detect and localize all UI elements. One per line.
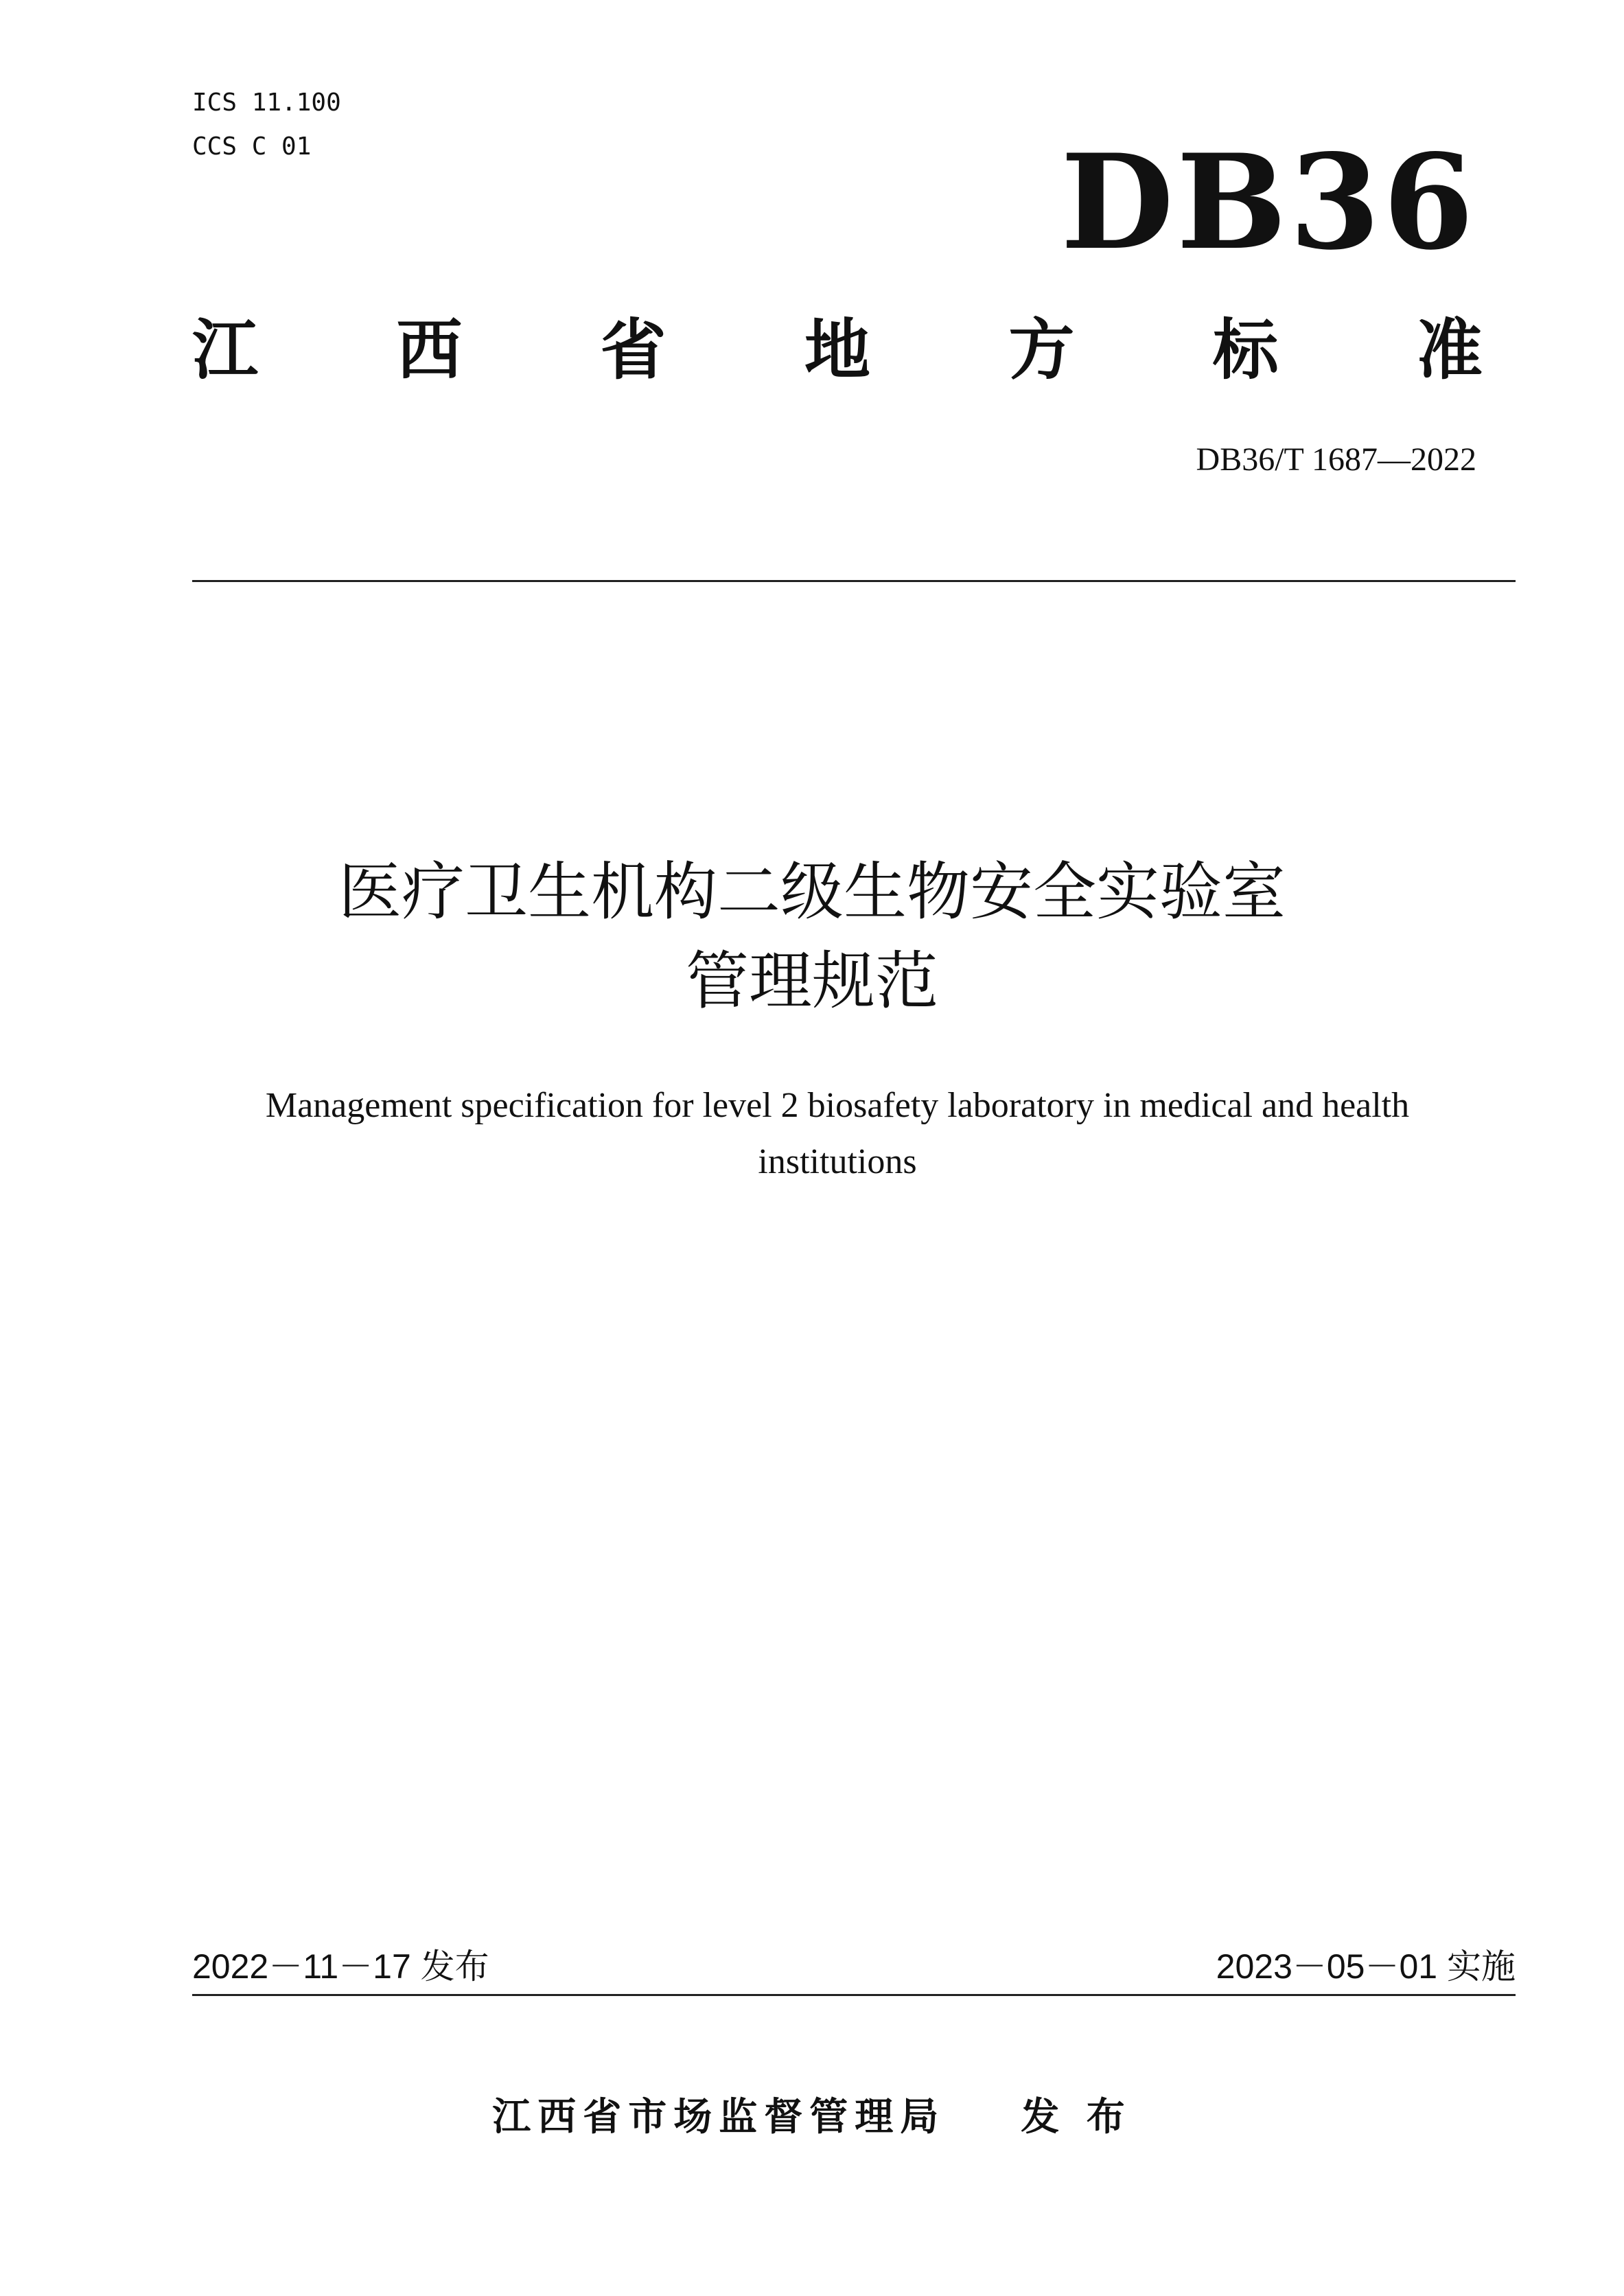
standard-type-char: 西 <box>396 312 463 389</box>
issue-date: 2022－11－17 发布 <box>192 1947 489 1986</box>
header-divider <box>192 580 1516 582</box>
title-cn-line-1: 医疗卫生机构二级生物安全实验室 <box>338 855 1286 929</box>
standard-number: DB36/T 1687—2022 <box>1196 441 1476 478</box>
ics-code: ICS 11.100 <box>192 89 341 117</box>
implementation-date: 2023－05－01 实施 <box>1216 1947 1516 1986</box>
dates-row <box>192 1943 1516 1991</box>
publish-action: 发 布 <box>1021 2095 1132 2140</box>
standard-type-char: 方 <box>1008 312 1075 389</box>
document-title-en <box>192 1078 1483 1190</box>
standard-code-mark: DB36 <box>1060 126 1476 279</box>
footer-divider <box>192 1994 1516 1996</box>
classification-codes <box>192 81 341 169</box>
standard-type-char: 江 <box>192 312 258 389</box>
ccs-code: CCS C 01 <box>192 132 312 161</box>
standard-type-char: 标 <box>1212 312 1279 389</box>
publisher-line <box>0 2090 1624 2145</box>
standard-type-char: 准 <box>1416 312 1483 389</box>
publisher-name: 江西省市场监督管理局 <box>492 2095 946 2140</box>
title-en-line-1: Management specification for level 2 biosafety laboratory in medical and health <box>265 1086 1410 1125</box>
standard-type-char: 地 <box>804 312 870 389</box>
standard-type-heading <box>192 312 1483 388</box>
document-title-cn <box>0 848 1624 1026</box>
title-cn-line-2: 管理规范 <box>685 944 938 1018</box>
standard-type-char: 省 <box>600 312 666 389</box>
title-en-line-2: institutions <box>758 1142 917 1181</box>
